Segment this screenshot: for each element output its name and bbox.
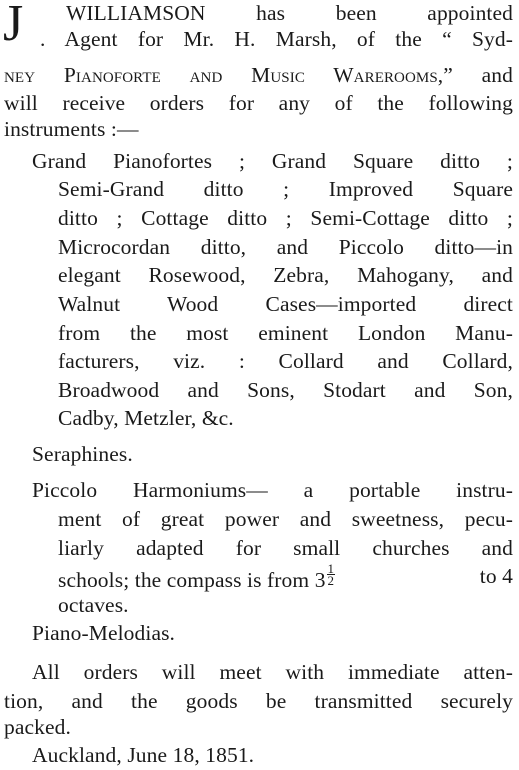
opening-line-1: WILLIAMSON has been appointed — [66, 1, 513, 25]
grand-list-line-2: Semi-Grand ditto ; Improved Square — [58, 177, 513, 201]
dateline: Auckland, June 18, 1851. — [32, 743, 255, 767]
opening-line-2: . Agent for Mr. H. Marsh, of the “ Syd- — [40, 27, 513, 51]
grand-list-line-1: Grand Pianofortes ; Grand Square ditto ; — [32, 149, 513, 173]
intro-line-2: instruments :— — [4, 117, 139, 141]
drop-cap: J — [3, 0, 24, 52]
octaves-line: octaves. — [58, 593, 129, 617]
warerooms-name: Pianoforte and Music Warerooms, — [63, 63, 444, 87]
grand-list-line-10: Cadby, Metzler, &c. — [58, 406, 234, 430]
grand-list-line-6: Walnut Wood Cases—imported direct — [58, 292, 513, 316]
compass-text: schools; the compass is from 3 $\frac{1}{2}$ — [58, 561, 335, 592]
closing-line-1: All orders will meet with immediate atten- — [32, 660, 513, 684]
closing-line-2: tion, and the goods be transmitted securely — [4, 689, 513, 713]
piccolo-line-1: Piccolo Harmoniums— a portable instru- — [32, 478, 513, 502]
piano-melodias-item: Piano-Melodias. — [32, 621, 176, 645]
grand-list-line-3: ditto ; Cottage ditto ; Semi-Cottage ditto ; — [58, 206, 513, 230]
half-fraction: $\frac{1}{2}$ — [327, 561, 335, 588]
intro-line-1: will receive orders for any of the following — [4, 91, 513, 115]
grand-list-line-8: facturers, viz. : Collard and Collard, — [58, 349, 513, 373]
opening-line-3 — [4, 62, 513, 88]
line3-rest: ” and — [443, 63, 513, 87]
grand-list-line-4: Microcordan ditto, and Piccolo ditto—in — [58, 235, 513, 259]
closing-line-3: packed. — [4, 715, 71, 739]
piccolo-line-3: liarly adapted for small churches and — [58, 536, 513, 560]
grand-list-line-7: from the most eminent London Manu- — [58, 321, 513, 345]
grand-list-line-5: elegant Rosewood, Zebra, Mahogany, and — [58, 263, 513, 287]
piccolo-line-2: ment of great power and sweetness, pecu- — [58, 507, 513, 531]
seraphines-item: Seraphines. — [32, 442, 133, 466]
grand-list-line-9: Broadwood and Sons, Stodart and Son, — [58, 378, 513, 402]
syd-ney-fragment: ney — [4, 63, 36, 87]
compass-line — [58, 563, 513, 593]
compass-end: to 4 — [479, 564, 513, 588]
